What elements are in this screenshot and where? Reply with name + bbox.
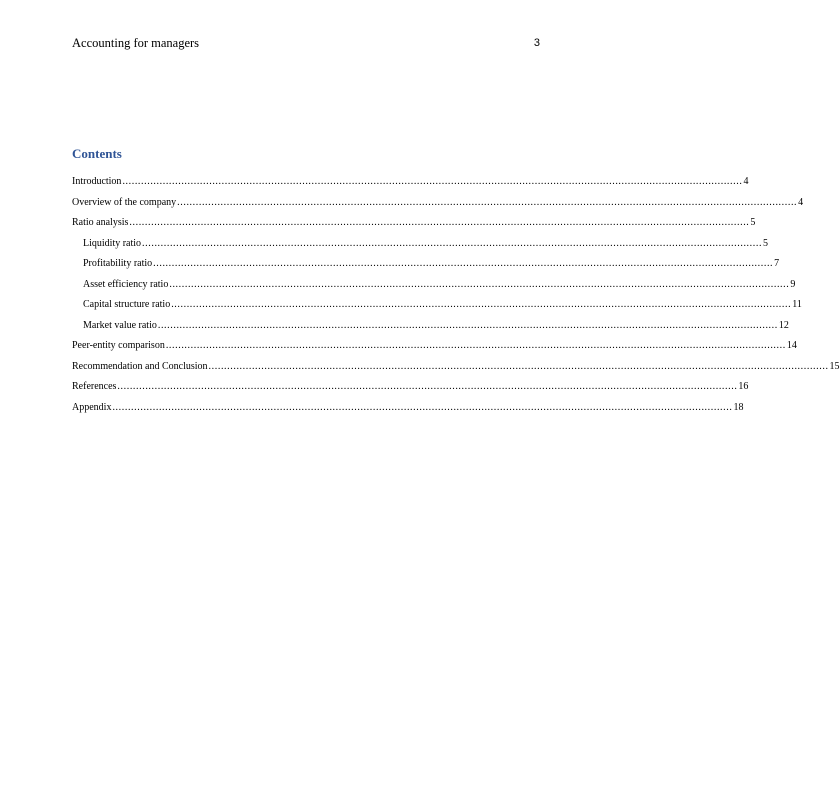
toc-entry-page: 5	[763, 237, 769, 249]
toc-entry-label: Overview of the company	[72, 196, 177, 208]
toc-dot-leader: ........................................................................................................................................................................................................	[171, 299, 792, 310]
toc-entry-label: Liquidity ratio	[83, 237, 142, 249]
toc-dot-leader: ........................................................................................................................................................................................................	[153, 258, 774, 269]
toc-entry-label: Recommendation and Conclusion	[72, 360, 208, 372]
toc-entry-page: 14	[786, 340, 797, 351]
toc-entry-page: 18	[733, 401, 744, 413]
toc-entry-page: 15	[829, 360, 840, 372]
toc-dot-leader: ........................................................................................................................................................................................................	[208, 360, 829, 372]
toc-entry-appendix[interactable]	[72, 398, 744, 419]
toc-dot-leader: ........................................................................................................................................................................................................	[112, 401, 733, 413]
toc-dot-leader: ........................................................................................................................................................................................................	[165, 340, 786, 351]
toc-entry-page: 7	[774, 258, 780, 269]
toc-dot-leader: ........................................................................................................................................................................................................	[117, 381, 738, 392]
toc-entry-label: References	[72, 381, 117, 392]
toc-entry-label: Introduction	[72, 176, 122, 187]
toc-entry-label: Profitability ratio	[83, 258, 153, 269]
toc-entry-market-value-ratio[interactable]	[72, 316, 789, 337]
toc-entry-page: 4	[743, 176, 749, 187]
toc-dot-leader: ........................................................................................................................................................................................................	[169, 278, 790, 290]
toc-dot-leader: ........................................................................................................................................................................................................	[157, 319, 778, 331]
toc-entry-label: Appendix	[72, 401, 112, 413]
toc-entry-label: Ratio analysis	[72, 217, 129, 228]
toc-entry-label: Capital structure ratio	[83, 299, 171, 310]
toc-entry-label: Peer-entity comparison	[72, 340, 165, 351]
toc-dot-leader: ........................................................................................................................................................................................................	[177, 196, 798, 208]
page-header	[72, 34, 540, 52]
toc-entry-recommendation-and-conclusion[interactable]	[72, 357, 840, 378]
toc-heading: Contents	[72, 146, 122, 161]
toc-entry-profitability-ratio[interactable]	[72, 254, 780, 275]
toc-entry-page: 5	[750, 217, 756, 228]
toc-entry-overview-of-the-company[interactable]	[72, 193, 804, 214]
toc-entry-liquidity-ratio[interactable]	[72, 234, 769, 255]
toc-dot-leader: ........................................................................................................................................................................................................	[122, 176, 743, 187]
toc-entry-introduction[interactable]	[72, 172, 749, 193]
toc-entry-peer-entity-comparison[interactable]	[72, 336, 797, 357]
toc-entry-page: 12	[778, 319, 789, 331]
toc-entry-label: Market value ratio	[83, 319, 157, 331]
toc-entry-asset-efficiency-ratio[interactable]	[72, 275, 796, 296]
toc-entry-capital-structure-ratio[interactable]	[72, 295, 802, 316]
toc-entry-page: 9	[790, 278, 796, 290]
toc-entry-ratio-analysis[interactable]	[72, 213, 756, 234]
toc-entry-references[interactable]	[72, 377, 749, 398]
toc-entry-page: 11	[792, 299, 802, 310]
header-page-number: 3	[533, 37, 540, 49]
toc-entry-label: Asset efficiency ratio	[83, 278, 169, 290]
header-title: Accounting for managers	[72, 36, 200, 50]
toc-dot-leader: ........................................................................................................................................................................................................	[129, 217, 750, 228]
table-of-contents	[72, 172, 840, 418]
toc-entry-page: 16	[738, 381, 749, 392]
toc-dot-leader: ........................................................................................................................................................................................................	[142, 237, 763, 249]
toc-entry-page: 4	[798, 196, 804, 208]
